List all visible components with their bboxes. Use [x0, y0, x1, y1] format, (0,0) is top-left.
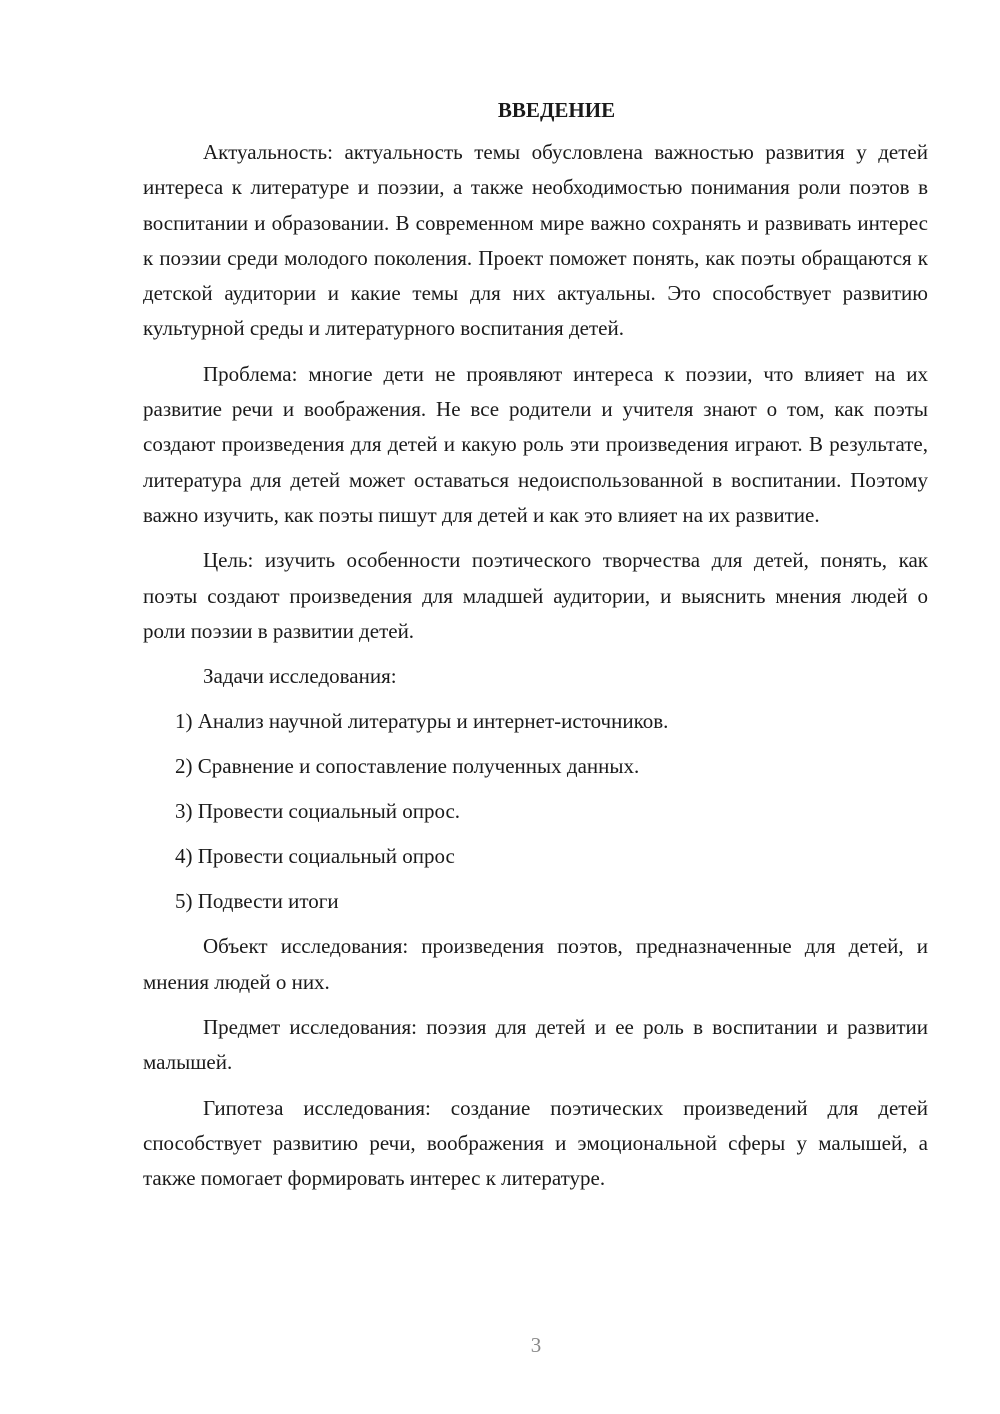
object-paragraph: Объект исследования: произведения поэтов, предназначенные для детей, и мнения людей о них.	[143, 934, 928, 994]
problem-paragraph: Проблема: многие дети не проявляют интереса к поэзии, что влияет на их развитие речи и воображения. Не все родители и учителя знают о том, как поэты создают произведения для детей и какую роль эти произведения играют. В результате, литература для детей может оставаться недоиспользованной в воспитании. Поэтому важно изучить, как поэты пишут для детей и как это влияет на их развитие.	[143, 361, 928, 527]
hypothesis-paragraph: Гипотеза исследования: создание поэтических произведений для детей способствует развитию речи, воображения и эмоциональной сферы у малышей, а также помогает формировать интерес к литературе.	[143, 1095, 928, 1191]
task-item: 2) Сравнение и сопоставление полученных данных.	[175, 754, 640, 779]
section-heading: ВВЕДЕНИЕ	[497, 98, 616, 122]
tasks-title: Задачи исследования:	[203, 664, 397, 689]
task-item: 4) Провести социальный опрос	[175, 844, 455, 869]
task-item: 5) Подвести итоги	[175, 889, 339, 914]
relevance-paragraph: Актуальность: актуальность темы обусловлена важностью развития у детей интереса к литературе и поэзии, а также необходимостью понимания роли поэтов в воспитании и образовании. В современном мире важно сохранять и развивать интерес к поэзии среди молодого поколения. Проект поможет понять, как поэты обращаются к детской аудитории и какие темы для них актуальны. Это способствует развитию культурной среды и литературного воспитания детей.	[143, 140, 928, 341]
task-item: 3) Провести социальный опрос.	[175, 799, 461, 824]
page-number: 3	[530, 1333, 542, 1357]
tasks-list	[143, 704, 928, 919]
goal-paragraph: Цель: изучить особенности поэтического творчества для детей, понять, как поэты создают произведения для младшей аудитории, и выяснить мнения людей о роли поэзии в развитии детей.	[143, 548, 928, 643]
task-item: 1) Анализ научной литературы и интернет-источников.	[175, 709, 669, 734]
page-content	[143, 95, 928, 1207]
subject-paragraph: Предмет исследования: поэзия для детей и ее роль в воспитании и развитии малышей.	[143, 1015, 928, 1075]
